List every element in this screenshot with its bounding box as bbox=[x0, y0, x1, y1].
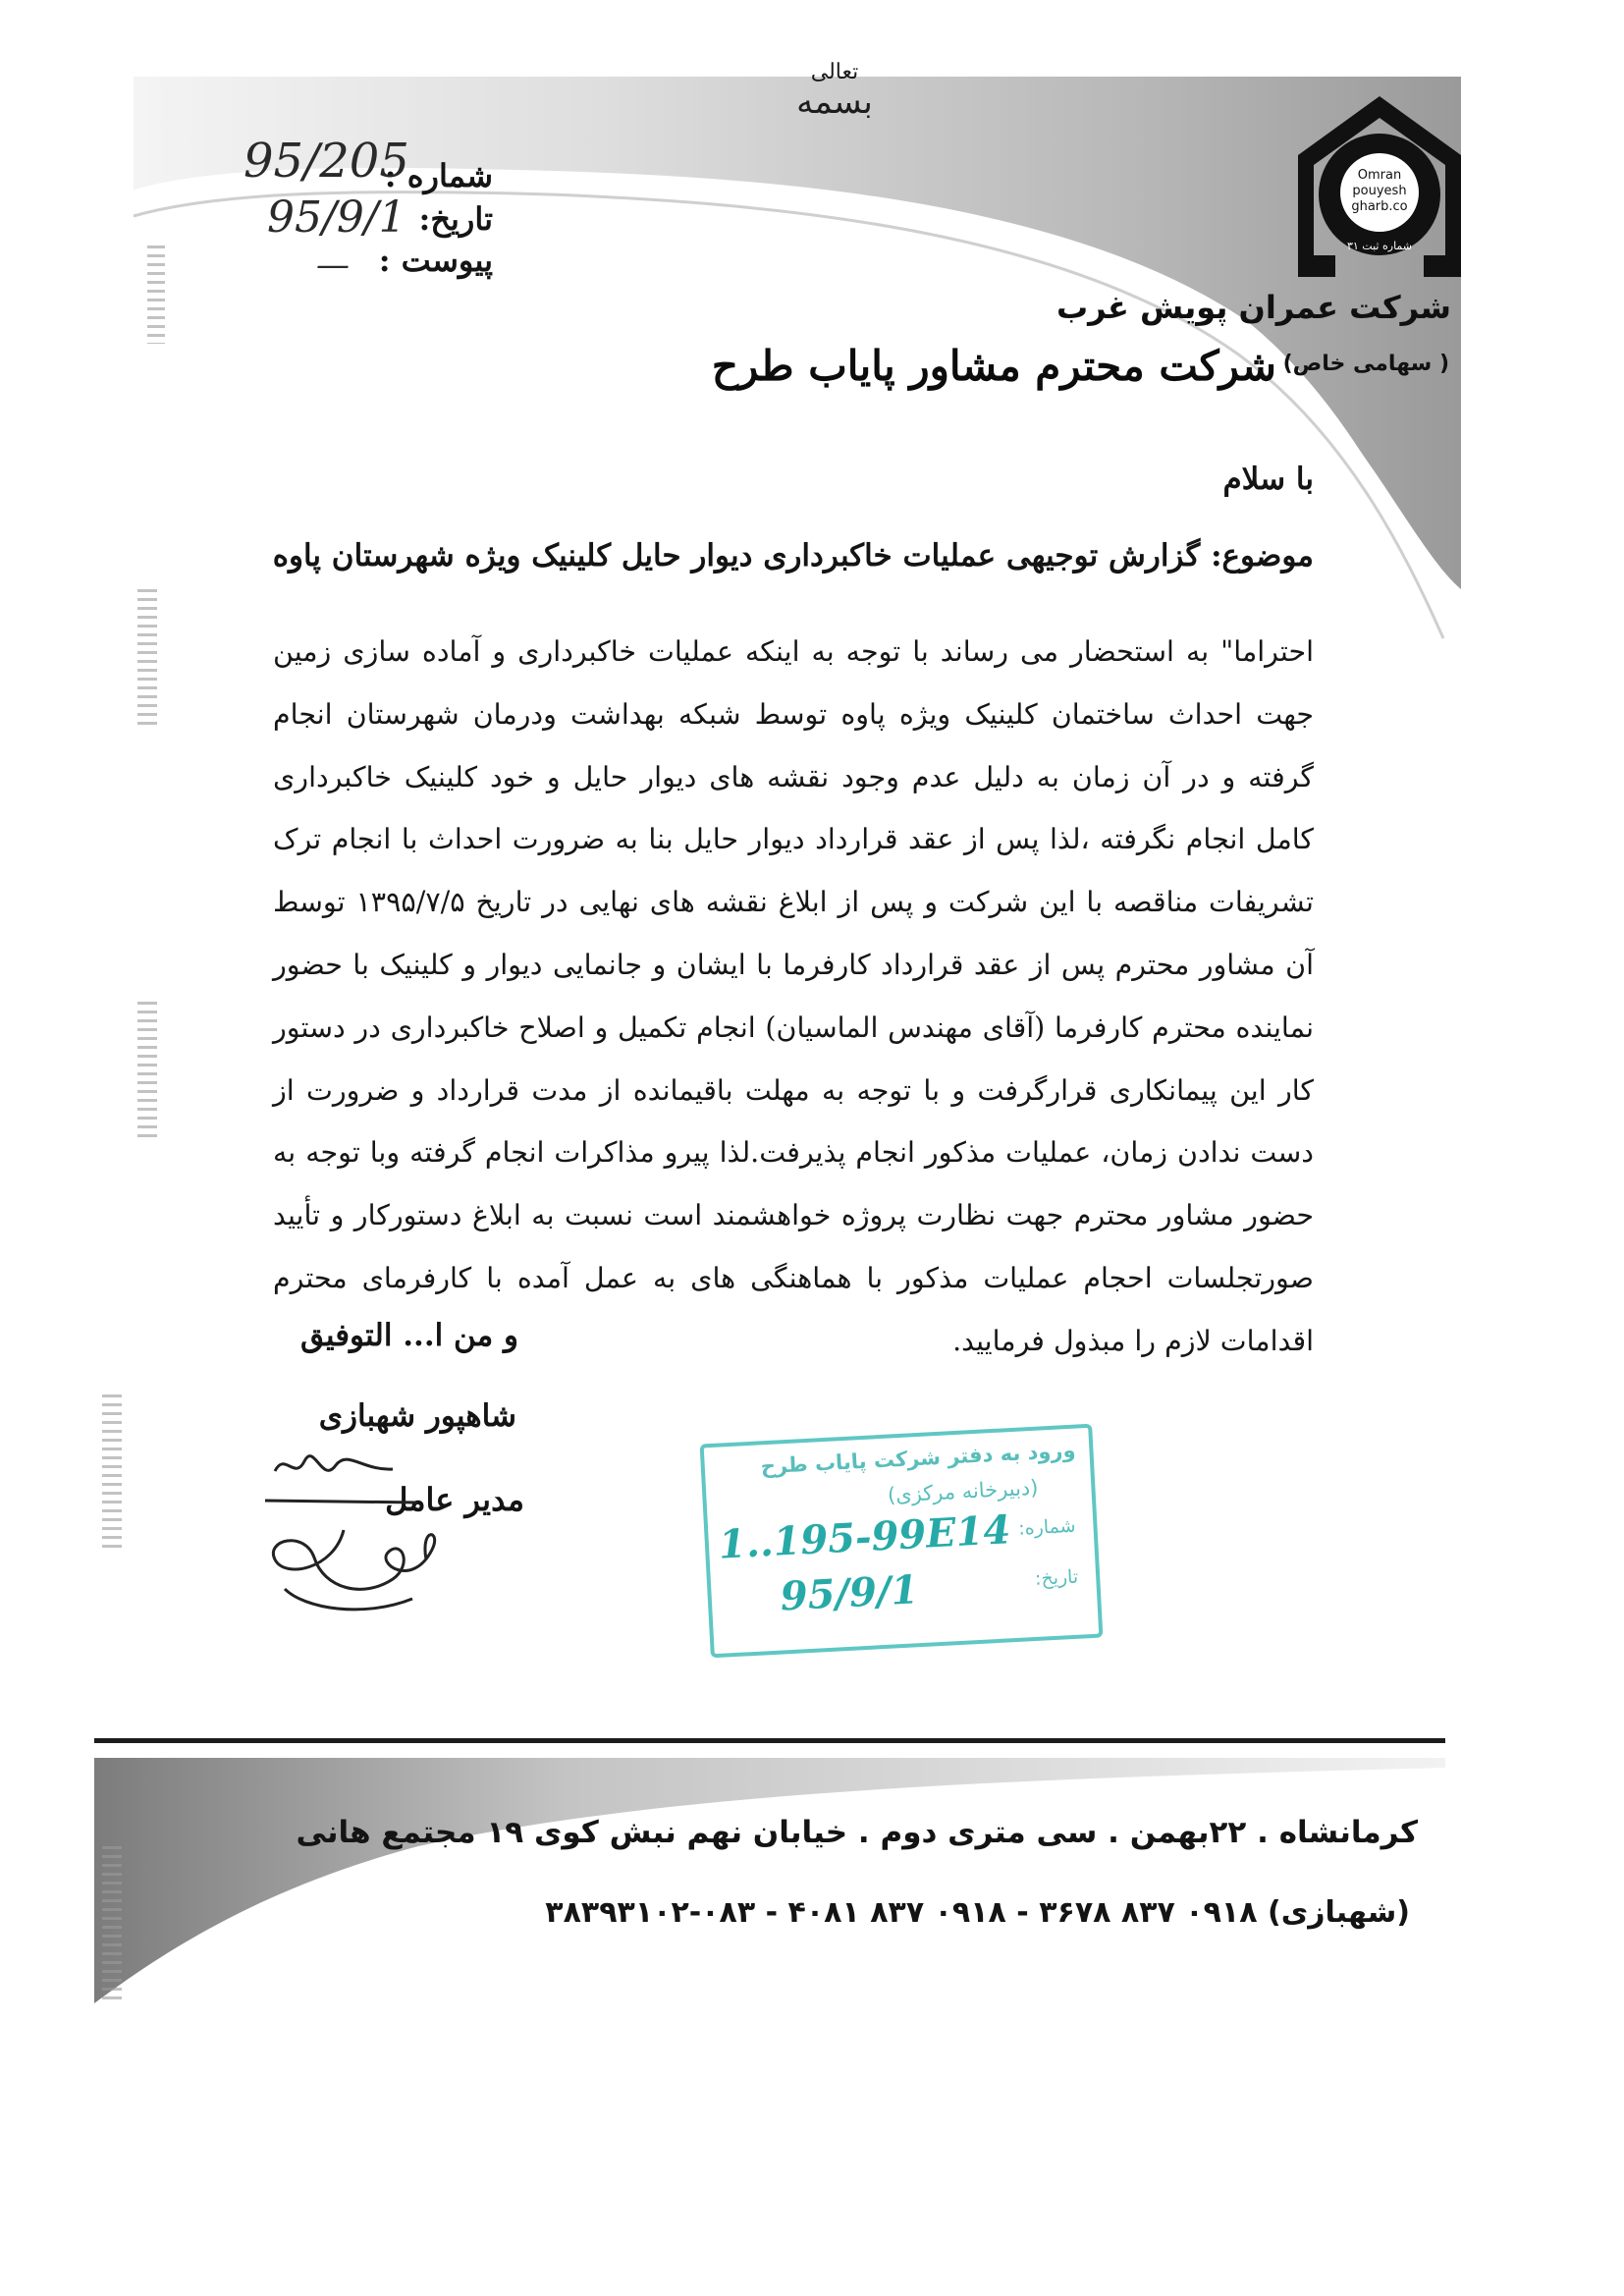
logo-line3: gharb.co bbox=[1351, 199, 1408, 214]
salutation: با سلام bbox=[1222, 462, 1314, 497]
company-name: شرکت عمران پویش غرب bbox=[1056, 289, 1451, 326]
scanner-mark bbox=[137, 589, 157, 727]
scanner-mark bbox=[137, 1002, 157, 1139]
stamp-number-value: 1..195-99E14 bbox=[717, 1506, 1012, 1568]
attachment-label: پیوست : bbox=[378, 242, 493, 279]
stamp-subtitle: (دبیرخانه مرکزی) bbox=[887, 1475, 1039, 1507]
scanner-mark bbox=[102, 1846, 122, 2003]
stamp-title: ورود به دفتر شرکت پایاب طرح bbox=[760, 1438, 1077, 1479]
scanner-mark bbox=[147, 246, 165, 344]
footer-address: کرمانشاه . ۲۲بهمن . سی متری دوم . خیابان نهم نبش کوی ۱۹ مجتمع هانی bbox=[296, 1815, 1418, 1850]
signer-name: شاهپور شهبازی bbox=[318, 1398, 516, 1434]
number-label: شماره : bbox=[384, 157, 493, 194]
letter-body: احتراما" به استحضار می رساند با توجه به اینکه عملیات خاکبرداری و آماده سازی زمین جهت احداث ساختمان کلینیک ویژه پاوه توسط شبکه بهداشت ودرمان شهرستان انجام گرفته و در آن زمان به دلیل عدم وجود نقشه های دیوار حایل و خود کلینیک خاکبرداری کامل انجام نگرفته ،لذا پس از عقد قرارداد دیوار حایل بنا به ضرورت احداث با انجام ترک تشریفات مناقصه با این شرکت و پس از ابلاغ نقشه های نهایی در تاریخ ۱۳۹۵/۷/۵ توسط آن مشاور محترم پس از عقد قرارداد کارفرما با ایشان و جانمایی دیوار و کلینیک با حضور نماینده محترم کارفرما (آقای مهندس الماسیان) انجام تکمیل و اصلاح خاکبرداری در دستور کار این پیمانکاری قرارگرفت و با توجه به مهلت باقیمانده از مدت قرارداد و ضرورت از دست ندادن زمان، عملیات مذکور انجام پذیرفت.لذا پیرو مذاکرات انجام گرفته وبا توجه به حضور مشاور محترم جهت نظارت پروژه خواهشمند است نسبت به ابلاغ دستورکار و تأیید صورتجلسات احجام عملیات مذکور با هماهنگی های به عمل آمده با کارفرمای محترم اقدامات لازم را مبذول فرمایید. bbox=[273, 635, 1314, 1357]
received-stamp bbox=[700, 1424, 1104, 1659]
date-label: تاریخ: bbox=[418, 200, 493, 238]
logo-line1: Omran bbox=[1357, 168, 1402, 183]
subject-line: موضوع: گزارش توجیهی عملیات خاکبرداری دیوار حایل کلینیک ویژه شهرستان پاوه bbox=[272, 538, 1314, 574]
date-value-handwritten: 95/9/1 bbox=[267, 192, 406, 243]
logo-registration: شماره ثبت ۳۱ bbox=[1346, 240, 1413, 252]
company-type: ( سهامی خاص) bbox=[1282, 352, 1449, 376]
logo-line2: pouyesh bbox=[1352, 184, 1407, 198]
closing: و من ا... التوفیق bbox=[300, 1318, 518, 1353]
company-logo bbox=[1288, 90, 1471, 287]
stamp-number-label: شماره: bbox=[1017, 1514, 1077, 1540]
recipient: شرکت محترم مشاور پایاب طرح bbox=[711, 342, 1276, 390]
stamp-date-value: 95/9/1 bbox=[779, 1566, 920, 1620]
footer-divider bbox=[94, 1738, 1445, 1743]
scanner-mark bbox=[102, 1394, 122, 1552]
number-value-handwritten: 95/205 bbox=[244, 134, 409, 189]
footer-wave-background bbox=[94, 1758, 1445, 2023]
bismillah bbox=[746, 61, 923, 122]
attachment-value-handwritten: — bbox=[316, 246, 350, 285]
signature bbox=[245, 1442, 540, 1638]
bismillah-line2: بسمه bbox=[796, 82, 873, 123]
footer-phones: (شهبازی) ۰۹۱۸ ۸۳۷ ۳۶۷۸ - ۰۹۱۸ ۸۳۷ ۴۰۸۱ - ۰۸۳-۳۸۳۹۳۱۰۲ bbox=[545, 1895, 1410, 1930]
signer-title: مدیر عامل bbox=[385, 1481, 524, 1518]
stamp-date-label: تاریخ: bbox=[1034, 1565, 1079, 1590]
bismillah-line1: تعالی bbox=[810, 60, 859, 84]
